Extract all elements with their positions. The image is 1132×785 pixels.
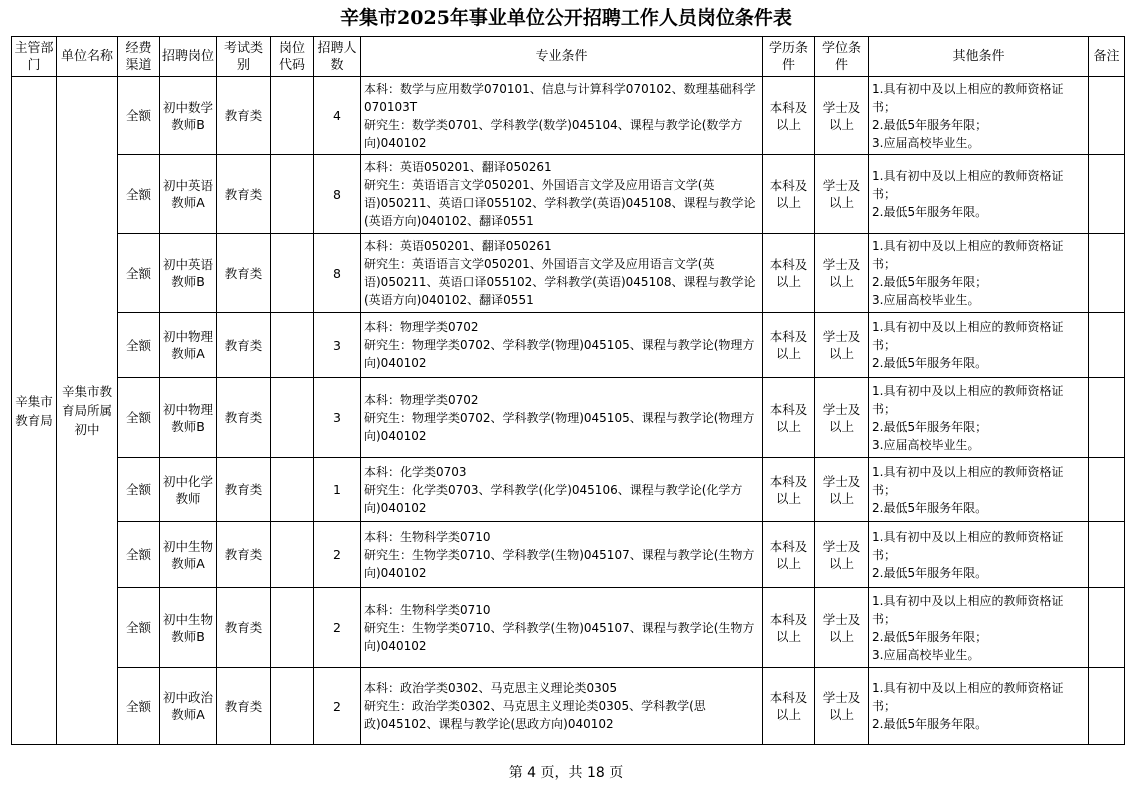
position-cell: 初中英语教师A [160, 155, 217, 234]
exam-cell: 教育类 [217, 313, 271, 378]
major-cell: 本科：生物科学类0710 研究生：生物学类0710、学科教学(生物)045107、课程与教学论(生物方向)040102 [361, 522, 763, 588]
header-unit: 单位名称 [57, 37, 118, 77]
table-row [12, 234, 1125, 313]
major-cell: 本科：数学与应用数学070101、信息与计算科学070102、数理基础科学070103T 研究生：数学类0701、学科教学(数学)045104、课程与教学论(数学方向)040102 [361, 77, 763, 155]
position-cell: 初中英语教师B [160, 234, 217, 313]
degree-cell: 学士及以上 [815, 378, 869, 458]
header-exam: 考试类别 [217, 37, 271, 77]
code-cell [271, 234, 314, 313]
education-cell: 本科及以上 [763, 313, 815, 378]
exam-cell: 教育类 [217, 378, 271, 458]
header-position: 招聘岗位 [160, 37, 217, 77]
degree-cell: 学士及以上 [815, 313, 869, 378]
funding-cell: 全额 [118, 313, 160, 378]
count-cell: 2 [314, 668, 361, 745]
count-cell: 2 [314, 588, 361, 668]
other-cell: 1.具有初中及以上相应的教师资格证书； 2.最低5年服务年限。 [869, 155, 1089, 234]
table-row [12, 155, 1125, 234]
education-cell: 本科及以上 [763, 234, 815, 313]
table-row [12, 313, 1125, 378]
dept-cell: 辛集市教育局 [12, 77, 57, 745]
table-row [12, 77, 1125, 155]
code-cell [271, 522, 314, 588]
table-row [12, 588, 1125, 668]
education-cell: 本科及以上 [763, 155, 815, 234]
code-cell [271, 77, 314, 155]
major-cell: 本科：英语050201、翻译050261 研究生：英语语言文学050201、外国语言文学及应用语言文学(英语)050211、英语口译055102、学科教学(英语)045108、课程与教学论(英语方向)040102、翻译0551 [361, 234, 763, 313]
page-footer: 第 4 页，共 18 页 [508, 765, 624, 781]
position-cell: 初中政治教师A [160, 668, 217, 745]
header-count: 招聘人数 [314, 37, 361, 77]
position-cell: 初中物理教师A [160, 313, 217, 378]
position-cell: 初中数学教师B [160, 77, 217, 155]
other-cell: 1.具有初中及以上相应的教师资格证书； 2.最低5年服务年限； 3.应届高校毕业生。 [869, 77, 1089, 155]
major-cell: 本科：政治学类0302、马克思主义理论类0305 研究生：政治学类0302、马克思主义理论类0305、学科教学(思政)045102、课程与教学论(思政方向)040102 [361, 668, 763, 745]
header-funding: 经费渠道 [118, 37, 160, 77]
header-degree: 学位条件 [815, 37, 869, 77]
funding-cell: 全额 [118, 522, 160, 588]
other-cell: 1.具有初中及以上相应的教师资格证书； 2.最低5年服务年限； 3.应届高校毕业生。 [869, 378, 1089, 458]
code-cell [271, 313, 314, 378]
note-cell [1089, 588, 1125, 668]
table-header-row [12, 37, 1125, 77]
degree-cell: 学士及以上 [815, 155, 869, 234]
note-cell [1089, 313, 1125, 378]
funding-cell: 全额 [118, 378, 160, 458]
header-education: 学历条件 [763, 37, 815, 77]
count-cell: 4 [314, 77, 361, 155]
table-row [12, 458, 1125, 522]
position-cell: 初中化学教师 [160, 458, 217, 522]
major-cell: 本科：化学类0703 研究生：化学类0703、学科教学(化学)045106、课程与教学论(化学方向)040102 [361, 458, 763, 522]
other-cell: 1.具有初中及以上相应的教师资格证书； 2.最低5年服务年限。 [869, 668, 1089, 745]
degree-cell: 学士及以上 [815, 668, 869, 745]
exam-cell: 教育类 [217, 668, 271, 745]
degree-cell: 学士及以上 [815, 234, 869, 313]
count-cell: 1 [314, 458, 361, 522]
position-table [11, 36, 1125, 745]
unit-cell: 辛集市教育局所属初中 [57, 77, 118, 745]
education-cell: 本科及以上 [763, 668, 815, 745]
count-cell: 3 [314, 378, 361, 458]
note-cell [1089, 234, 1125, 313]
note-cell [1089, 522, 1125, 588]
code-cell [271, 668, 314, 745]
funding-cell: 全额 [118, 234, 160, 313]
count-cell: 3 [314, 313, 361, 378]
table-row [12, 378, 1125, 458]
other-cell: 1.具有初中及以上相应的教师资格证书； 2.最低5年服务年限。 [869, 458, 1089, 522]
count-cell: 8 [314, 155, 361, 234]
header-note: 备注 [1089, 37, 1125, 77]
exam-cell: 教育类 [217, 522, 271, 588]
funding-cell: 全额 [118, 77, 160, 155]
header-major: 专业条件 [361, 37, 763, 77]
table-row [12, 522, 1125, 588]
major-cell: 本科：物理学类0702 研究生：物理学类0702、学科教学(物理)045105、课程与教学论(物理方向)040102 [361, 378, 763, 458]
exam-cell: 教育类 [217, 234, 271, 313]
major-cell: 本科：生物科学类0710 研究生：生物学类0710、学科教学(生物)045107、课程与教学论(生物方向)040102 [361, 588, 763, 668]
header-code: 岗位代码 [271, 37, 314, 77]
funding-cell: 全额 [118, 588, 160, 668]
code-cell [271, 155, 314, 234]
note-cell [1089, 668, 1125, 745]
other-cell: 1.具有初中及以上相应的教师资格证书； 2.最低5年服务年限； 3.应届高校毕业生。 [869, 234, 1089, 313]
code-cell [271, 378, 314, 458]
degree-cell: 学士及以上 [815, 77, 869, 155]
exam-cell: 教育类 [217, 458, 271, 522]
code-cell [271, 458, 314, 522]
note-cell [1089, 378, 1125, 458]
education-cell: 本科及以上 [763, 588, 815, 668]
page-title: 辛集市2025年事业单位公开招聘工作人员岗位条件表 [340, 7, 792, 29]
other-cell: 1.具有初中及以上相应的教师资格证书； 2.最低5年服务年限； 3.应届高校毕业生。 [869, 588, 1089, 668]
note-cell [1089, 458, 1125, 522]
note-cell [1089, 155, 1125, 234]
funding-cell: 全额 [118, 155, 160, 234]
exam-cell: 教育类 [217, 155, 271, 234]
position-cell: 初中物理教师B [160, 378, 217, 458]
exam-cell: 教育类 [217, 77, 271, 155]
exam-cell: 教育类 [217, 588, 271, 668]
education-cell: 本科及以上 [763, 458, 815, 522]
other-cell: 1.具有初中及以上相应的教师资格证书； 2.最低5年服务年限。 [869, 522, 1089, 588]
major-cell: 本科：物理学类0702 研究生：物理学类0702、学科教学(物理)045105、课程与教学论(物理方向)040102 [361, 313, 763, 378]
major-cell: 本科：英语050201、翻译050261 研究生：英语语言文学050201、外国语言文学及应用语言文学(英语)050211、英语口译055102、学科教学(英语)045108、课程与教学论(英语方向)040102、翻译0551 [361, 155, 763, 234]
count-cell: 2 [314, 522, 361, 588]
degree-cell: 学士及以上 [815, 522, 869, 588]
funding-cell: 全额 [118, 458, 160, 522]
degree-cell: 学士及以上 [815, 458, 869, 522]
note-cell [1089, 77, 1125, 155]
other-cell: 1.具有初中及以上相应的教师资格证书； 2.最低5年服务年限。 [869, 313, 1089, 378]
header-dept: 主管部门 [12, 37, 57, 77]
education-cell: 本科及以上 [763, 522, 815, 588]
funding-cell: 全额 [118, 668, 160, 745]
education-cell: 本科及以上 [763, 378, 815, 458]
header-other: 其他条件 [869, 37, 1089, 77]
count-cell: 8 [314, 234, 361, 313]
position-cell: 初中生物教师A [160, 522, 217, 588]
position-cell: 初中生物教师B [160, 588, 217, 668]
education-cell: 本科及以上 [763, 77, 815, 155]
code-cell [271, 588, 314, 668]
table-row [12, 668, 1125, 745]
degree-cell: 学士及以上 [815, 588, 869, 668]
